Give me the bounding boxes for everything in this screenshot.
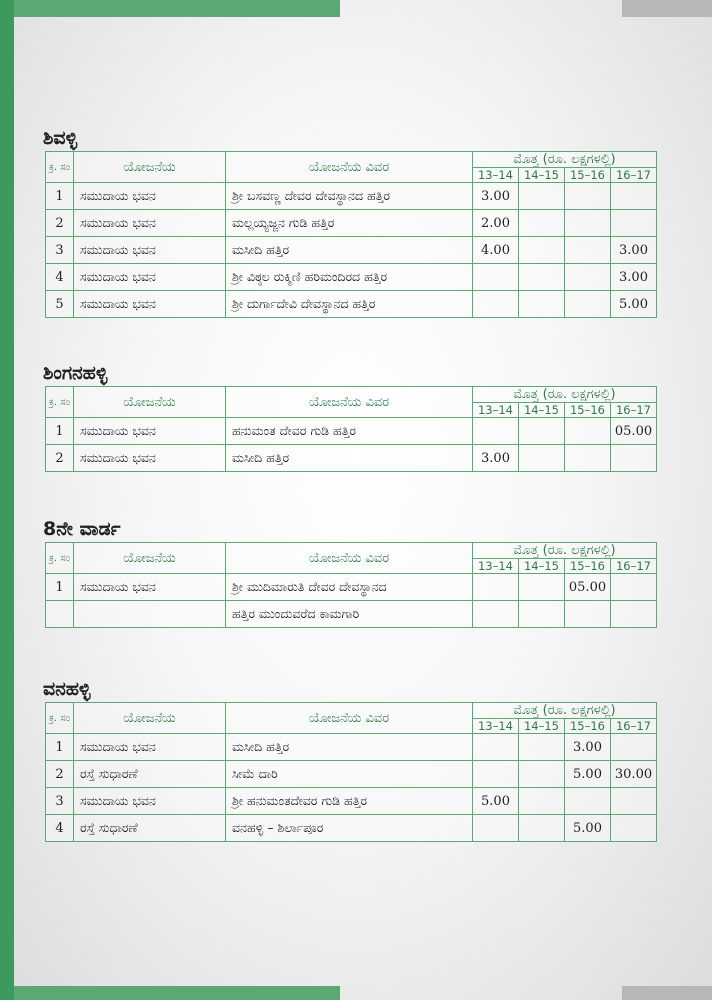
table-row: [46, 574, 657, 601]
header-scheme: ಯೋಜನೆಯ: [74, 152, 226, 183]
amount-y4: 5.00: [611, 291, 657, 318]
amount-y3: [565, 788, 611, 815]
serial-no: 1: [46, 183, 74, 210]
header-scheme-detail: ಯೋಜನೆಯ ವಿವರ: [226, 387, 473, 418]
serial-no: 1: [46, 418, 74, 445]
table-row: [46, 601, 657, 628]
table-row: [46, 418, 657, 445]
amount-y2: [519, 445, 565, 472]
amount-y2: [519, 815, 565, 842]
table-row: [46, 264, 657, 291]
amount-y3: [565, 445, 611, 472]
header-year: 15–16: [565, 719, 611, 734]
header-amount: ಮೊತ್ತ (ರೂ. ಲಕ್ಷಗಳಲ್ಲಿ): [473, 387, 657, 403]
amount-y2: [519, 291, 565, 318]
serial-no: [46, 601, 74, 628]
table-row: [46, 815, 657, 842]
scheme-detail: ಶ್ರೀ ವಿಠ್ಠಲ ರುಕ್ಮಿಣಿ ಹರಿಮಂದಿರದ ಹತ್ತಿರ: [226, 264, 473, 291]
amount-y3: [565, 183, 611, 210]
amount-y2: [519, 237, 565, 264]
amount-y4: [611, 574, 657, 601]
amount-y2: [519, 418, 565, 445]
section-title: ವನಹಳ್ಳಿ: [43, 678, 91, 700]
scheme-detail: ಮಲ್ಲಯ್ಯಜ್ಜನ ಗುಡಿ ಹತ್ತಿರ: [226, 210, 473, 237]
scheme-name: ಸಮುದಾಯ ಭವನ: [74, 418, 226, 445]
serial-no: 5: [46, 291, 74, 318]
header-scheme: ಯೋಜನೆಯ: [74, 703, 226, 734]
section-ward-8: [45, 516, 656, 628]
scheme-name: ಸಮುದಾಯ ಭವನ: [74, 574, 226, 601]
section-vanahalli: [45, 676, 656, 842]
serial-no: 1: [46, 574, 74, 601]
header-year: 13–14: [473, 559, 519, 574]
amount-y4: [611, 815, 657, 842]
scheme-name: ಸಮುದಾಯ ಭವನ: [74, 237, 226, 264]
amount-y2: [519, 601, 565, 628]
amount-y1: 3.00: [473, 445, 519, 472]
scheme-name: ರಸ್ತೆ ಸುಧಾರಣೆ: [74, 761, 226, 788]
table-row: [46, 291, 657, 318]
header-scheme: ಯೋಜನೆಯ: [74, 387, 226, 418]
left-green-band: [0, 0, 14, 1000]
header-scheme-detail: ಯೋಜನೆಯ ವಿವರ: [226, 543, 473, 574]
amount-y4: [611, 183, 657, 210]
table-row: [46, 183, 657, 210]
amount-y4: [611, 445, 657, 472]
amount-y3: [565, 291, 611, 318]
amount-y4: 3.00: [611, 237, 657, 264]
amount-y1: 3.00: [473, 183, 519, 210]
header-year: 14–15: [519, 168, 565, 183]
serial-no: 3: [46, 237, 74, 264]
amount-y1: [473, 574, 519, 601]
amount-y1: 4.00: [473, 237, 519, 264]
amount-y1: [473, 601, 519, 628]
header-year: 13–14: [473, 719, 519, 734]
amount-y1: [473, 418, 519, 445]
amount-y3: [565, 237, 611, 264]
header-scheme-detail: ಯೋಜನೆಯ ವಿವರ: [226, 703, 473, 734]
serial-no: 3: [46, 788, 74, 815]
top-gray-band: [622, 0, 712, 17]
amount-y4: [611, 210, 657, 237]
amount-y2: [519, 183, 565, 210]
header-year: 15–16: [565, 168, 611, 183]
scheme-detail: ಸೀಮೆ ದಾರಿ: [226, 761, 473, 788]
header-serial-no: ಕ್ರ. ಸಂ: [46, 152, 74, 183]
works-table: [45, 151, 657, 318]
amount-y2: [519, 264, 565, 291]
scheme-detail: ಶ್ರೀ ದುರ್ಗಾದೇವಿ ದೇವಸ್ಥಾನದ ಹತ್ತಿರ: [226, 291, 473, 318]
amount-y2: [519, 761, 565, 788]
amount-y1: 5.00: [473, 788, 519, 815]
amount-y1: [473, 264, 519, 291]
amount-y3: [565, 418, 611, 445]
scheme-detail: ಶ್ರೀ ಮುದಿಮಾರುತಿ ದೇವರ ದೇವಸ್ಥಾನದ: [226, 574, 473, 601]
serial-no: 2: [46, 761, 74, 788]
amount-y4: [611, 788, 657, 815]
amount-y3: [565, 264, 611, 291]
header-year: 14–15: [519, 719, 565, 734]
amount-y4: [611, 734, 657, 761]
header-amount: ಮೊತ್ತ (ರೂ. ಲಕ್ಷಗಳಲ್ಲಿ): [473, 703, 657, 719]
scheme-detail: ಹತ್ತಿರ ಮುಂದುವರೆದ ಕಾಮಗಾರಿ: [226, 601, 473, 628]
header-serial-no: ಕ್ರ. ಸಂ: [46, 387, 74, 418]
header-year: 16–17: [611, 719, 657, 734]
amount-y1: [473, 815, 519, 842]
header-year: 14–15: [519, 559, 565, 574]
serial-no: 4: [46, 264, 74, 291]
scheme-name: ಸಮುದಾಯ ಭವನ: [74, 183, 226, 210]
header-year: 16–17: [611, 168, 657, 183]
header-year: 15–16: [565, 403, 611, 418]
section-shinganahalli: [45, 360, 656, 472]
amount-y1: [473, 734, 519, 761]
scheme-name: ಸಮುದಾಯ ಭವನ: [74, 291, 226, 318]
section-title: 8ನೇ ವಾರ್ಡ: [43, 518, 121, 540]
scheme-name: [74, 601, 226, 628]
amount-y3: [565, 601, 611, 628]
table-row: [46, 761, 657, 788]
amount-y3: 5.00: [565, 815, 611, 842]
scheme-detail: ಮಸೀದಿ ಹತ್ತಿರ: [226, 445, 473, 472]
bottom-gray-band: [622, 986, 712, 1000]
amount-y4: 30.00: [611, 761, 657, 788]
works-table: [45, 542, 657, 628]
works-table: [45, 386, 657, 472]
amount-y2: [519, 788, 565, 815]
top-green-band: [0, 0, 340, 17]
header-serial-no: ಕ್ರ. ಸಂ: [46, 703, 74, 734]
header-scheme: ಯೋಜನೆಯ: [74, 543, 226, 574]
header-year: 14–15: [519, 403, 565, 418]
serial-no: 4: [46, 815, 74, 842]
scheme-name: ಸಮುದಾಯ ಭವನ: [74, 445, 226, 472]
amount-y2: [519, 210, 565, 237]
header-year: 13–14: [473, 168, 519, 183]
table-row: [46, 237, 657, 264]
header-scheme-detail: ಯೋಜನೆಯ ವಿವರ: [226, 152, 473, 183]
amount-y3: 3.00: [565, 734, 611, 761]
amount-y1: [473, 761, 519, 788]
section-title: ಶಿವಳ್ಳಿ: [43, 127, 78, 149]
scheme-detail: ವನಹಳ್ಳಿ – ಶಿರ್ಲಾಪೂರ: [226, 815, 473, 842]
amount-y1: 2.00: [473, 210, 519, 237]
scheme-name: ಸಮುದಾಯ ಭವನ: [74, 210, 226, 237]
table-row: [46, 788, 657, 815]
section-shivalli: [45, 125, 656, 318]
serial-no: 2: [46, 210, 74, 237]
amount-y3: 5.00: [565, 761, 611, 788]
header-year: 15–16: [565, 559, 611, 574]
amount-y1: [473, 291, 519, 318]
works-table: [45, 702, 657, 842]
header-year: 16–17: [611, 403, 657, 418]
header-amount: ಮೊತ್ತ (ರೂ. ಲಕ್ಷಗಳಲ್ಲಿ): [473, 543, 657, 559]
amount-y3: 05.00: [565, 574, 611, 601]
table-row: [46, 210, 657, 237]
header-amount: ಮೊತ್ತ (ರೂ. ಲಕ್ಷಗಳಲ್ಲಿ): [473, 152, 657, 168]
serial-no: 1: [46, 734, 74, 761]
serial-no: 2: [46, 445, 74, 472]
section-title: ಶಿಂಗನಹಳ್ಳಿ: [43, 362, 108, 384]
scheme-detail: ಶ್ರೀ ಹನುಮಂತದೇವರ ಗುಡಿ ಹತ್ತಿರ: [226, 788, 473, 815]
bottom-green-band: [14, 986, 340, 1000]
scheme-name: ರಸ್ತೆ ಸುಧಾರಣೆ: [74, 815, 226, 842]
scheme-detail: ಶ್ರೀ ಬಸವಣ್ಣ ದೇವರ ದೇವಸ್ಥಾನದ ಹತ್ತಿರ: [226, 183, 473, 210]
scheme-detail: ಹನುಮಂತ ದೇವರ ಗುಡಿ ಹತ್ತಿರ: [226, 418, 473, 445]
header-year: 13–14: [473, 403, 519, 418]
header-year: 16–17: [611, 559, 657, 574]
header-serial-no: ಕ್ರ. ಸಂ: [46, 543, 74, 574]
scheme-name: ಸಮುದಾಯ ಭವನ: [74, 788, 226, 815]
amount-y2: [519, 574, 565, 601]
scheme-name: ಸಮುದಾಯ ಭವನ: [74, 734, 226, 761]
table-row: [46, 734, 657, 761]
amount-y4: 05.00: [611, 418, 657, 445]
amount-y3: [565, 210, 611, 237]
scheme-detail: ಮಸೀದಿ ಹತ್ತಿರ: [226, 734, 473, 761]
scheme-detail: ಮಸೀದಿ ಹತ್ತಿರ: [226, 237, 473, 264]
scheme-name: ಸಮುದಾಯ ಭವನ: [74, 264, 226, 291]
amount-y4: 3.00: [611, 264, 657, 291]
amount-y2: [519, 734, 565, 761]
amount-y4: [611, 601, 657, 628]
table-row: [46, 445, 657, 472]
